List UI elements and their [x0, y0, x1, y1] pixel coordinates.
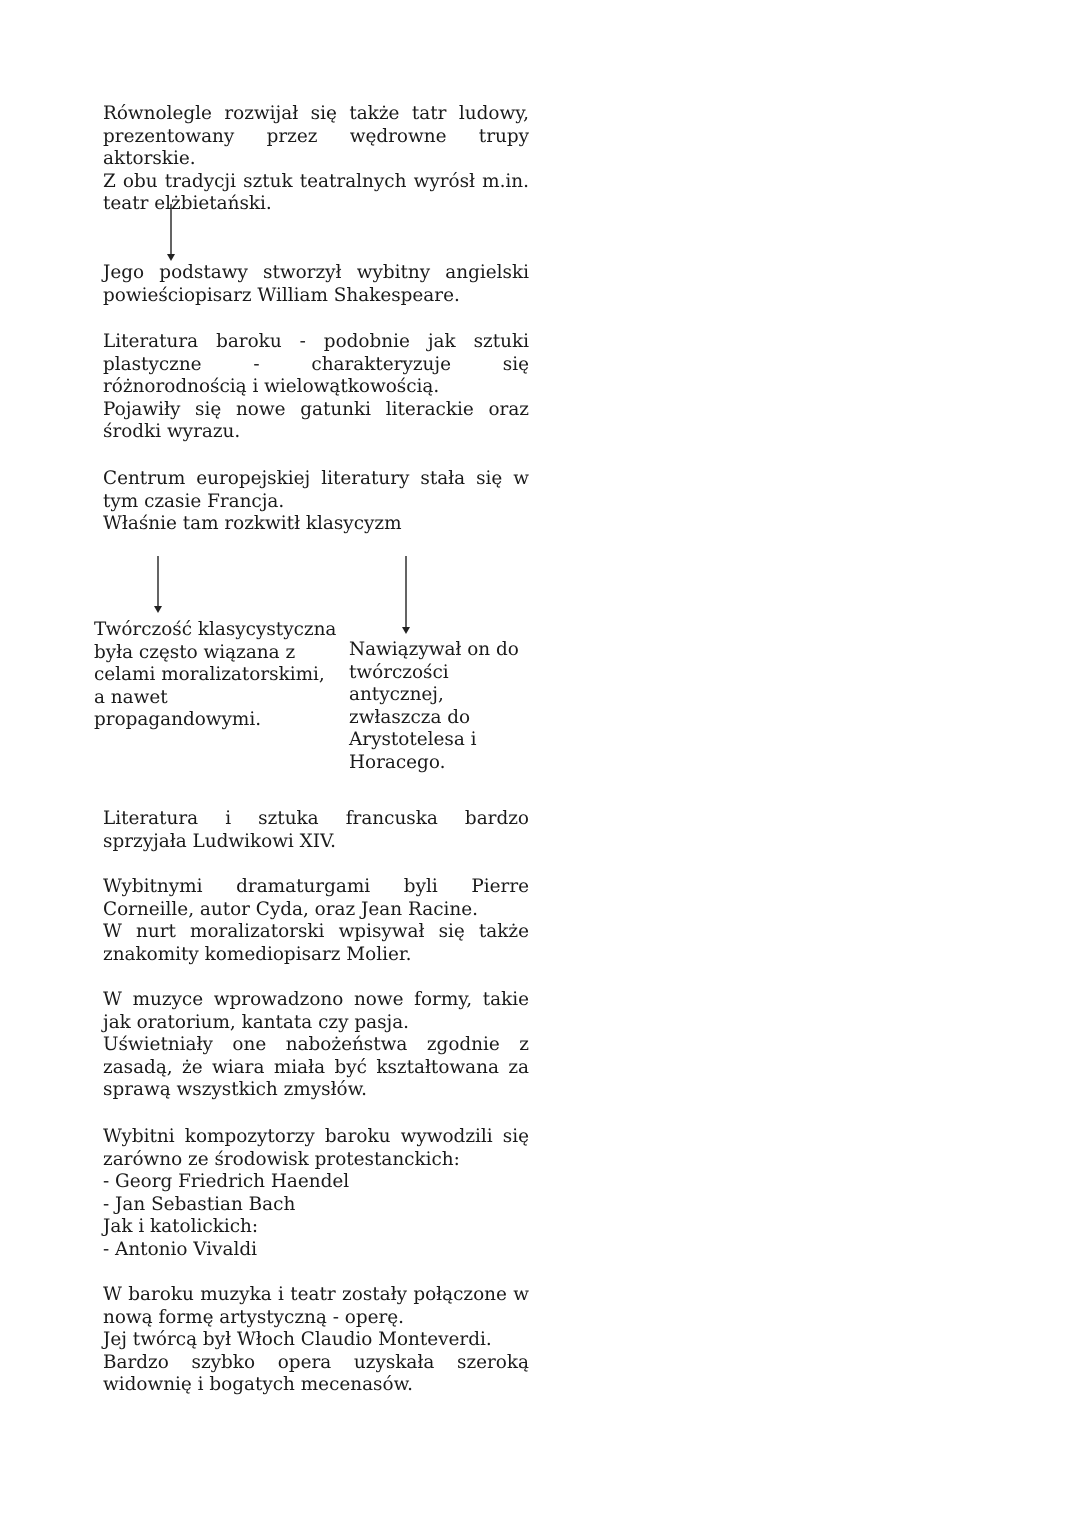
paragraph-opera — [103, 1284, 529, 1397]
paragraph-line: W baroku muzyka i teatr zostały połączone w nową formę artystyczną - operę. — [103, 1284, 529, 1328]
paragraph-line: W nurt moralizatorski wpisywał się także znakomity komediopisarz Molier. — [103, 921, 529, 965]
paragraph-line: Uświetniały one nabożeństwa zgodnie z zasadą, że wiara miała być kształtowana za sprawą wszystkich zmysłów. — [103, 1034, 529, 1101]
arrow-down-icon — [164, 204, 178, 262]
branch-right-text: Nawiązywał on do twórczości antycznej, zwłaszcza do Arystotelesa i Horacego. — [349, 639, 519, 773]
paragraph-france — [103, 468, 529, 536]
paragraph-shakespeare — [103, 262, 529, 307]
list-item: - Georg Friedrich Haendel — [103, 1171, 350, 1193]
paragraph-line: Jego podstawy stworzył wybitny angielski powieściopisarz William Shakespeare. — [103, 262, 529, 306]
paragraph-dramatists — [103, 876, 529, 966]
paragraph-music-forms — [103, 989, 529, 1102]
paragraph-line: Wybitni kompozytorzy baroku wywodzili się zarówno ze środowisk protestanckich: — [103, 1126, 529, 1170]
list-item: - Antonio Vivaldi — [103, 1238, 258, 1260]
arrow-down-icon — [151, 556, 165, 614]
paragraph-composers — [103, 1126, 529, 1262]
paragraph-baroque-literature — [103, 331, 529, 444]
paragraph-line: Centrum europejskiej literatury stała się w tym czasie Francja. — [103, 468, 529, 512]
paragraph-line: Jej twórcą był Włoch Claudio Monteverdi. — [103, 1329, 492, 1351]
paragraph-line: Właśnie tam rozkwitł klasycyzm — [103, 513, 402, 535]
paragraph-line: Literatura i sztuka francuska bardzo sprzyjała Ludwikowi XIV. — [103, 808, 529, 852]
paragraph-line: W muzyce wprowadzono nowe formy, takie jak oratorium, kantata czy pasja. — [103, 989, 529, 1033]
paragraph-line: Jak i katolickich: — [103, 1216, 259, 1238]
arrow-down-icon — [399, 556, 413, 636]
paragraph-folk-theatre — [103, 103, 529, 216]
paragraph-line: Literatura baroku - podobnie jak sztuki plastyczne - charakteryzuje się różnorodnością i wielowątkowością. — [103, 331, 529, 398]
list-item: - Jan Sebastian Bach — [103, 1193, 296, 1215]
paragraph-line: Z obu tradycji sztuk teatralnych wyrósł m.in. teatr elżbietański. — [103, 170, 529, 215]
branch-left-text: Twórczość klasycystyczna była często wiązana z celami moralizatorskimi, a nawet propagandowymi. — [94, 619, 337, 731]
paragraph-line: Pojawiły się nowe gatunki literackie oraz środki wyrazu. — [103, 398, 529, 443]
paragraph-line: Równolegle rozwijał się także tatr ludowy, prezentowany przez wędrowne trupy aktorskie. — [103, 103, 529, 170]
paragraph-louis-xiv — [103, 808, 529, 853]
paragraph-line: Bardzo szybko opera uzyskała szeroką widownię i bogatych mecenasów. — [103, 1351, 529, 1396]
paragraph-line: Wybitnymi dramaturgami byli Pierre Corneille, autor Cyda, oraz Jean Racine. — [103, 876, 529, 920]
